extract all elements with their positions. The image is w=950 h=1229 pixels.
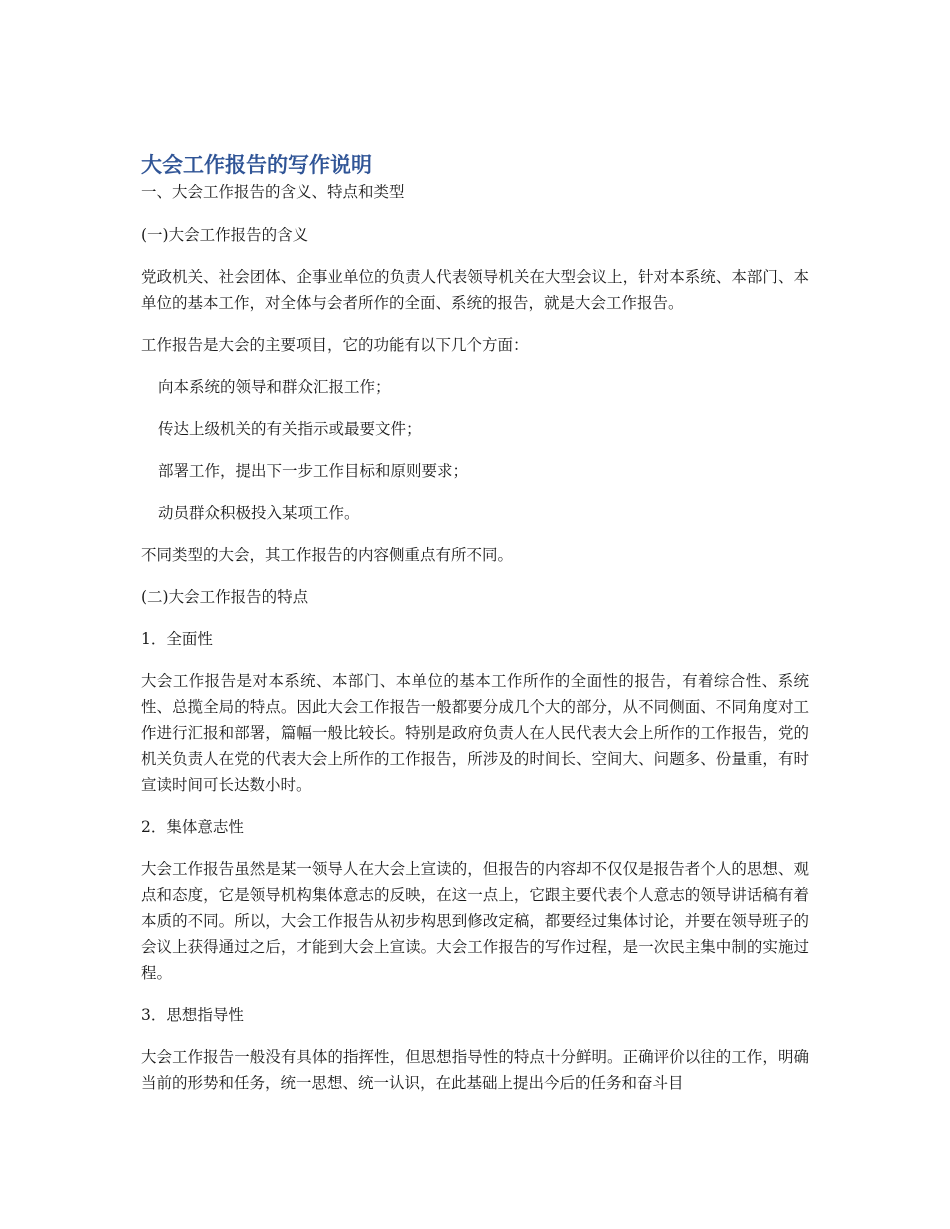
paragraph-functions-intro: 工作报告是大会的主要项目，它的功能有以下几个方面：: [141, 336, 529, 354]
section-heading-1: 一、大会工作报告的含义、特点和类型: [141, 183, 405, 201]
function-item: 部署工作，提出下一步工作目标和原则要求；: [158, 462, 469, 480]
document-page: [141, 150, 809, 1096]
point-title-collective: 2．集体意志性: [141, 818, 244, 836]
point-text-comprehensive: 大会工作报告是对本系统、本部门、本单位的基本工作所作的全面性的报告，有着综合性、系统性、总揽全局的特点。因此大会工作报告一般都要分成几个大的部分，从不同侧面、不同角度对工作进行汇报和部署，篇幅一般比较长。特别是政府负责人在人民代表大会上所作的工作报告，党的机关负责人在党的代表大会上所作的工作报告，所涉及的时间长、空间大、问题多、份量重，有时宣读时间可长达数小时。: [141, 672, 809, 794]
paragraph-types-note: 不同类型的大会，其工作报告的内容侧重点有所不同。: [141, 546, 514, 564]
point-text-collective: 大会工作报告虽然是某一领导人在大会上宣读的，但报告的内容却不仅仅是报告者个人的思想、观点和态度，它是领导机构集体意志的反映，在这一点上，它跟主要代表个人意志的领导讲话稿有着本质的不同。所以，大会工作报告从初步构思到修改定稿，都要经过集体讨论，并要在领导班子的会议上获得通过之后，才能到大会上宣读。大会工作报告的写作过程，是一次民主集中制的实施过程。: [141, 860, 809, 982]
point-title-guidance: 3．思想指导性: [141, 1006, 244, 1024]
function-item: 向本系统的领导和群众汇报工作；: [158, 378, 391, 396]
function-item: 传达上级机关的有关指示或最要文件；: [158, 420, 422, 438]
function-item: 动员群众积极投入某项工作。: [158, 504, 360, 522]
point-title-comprehensive: 1．全面性: [141, 630, 213, 648]
paragraph-definition: 党政机关、社会团体、企事业单位的负责人代表领导机关在大型会议上，针对本系统、本部门、本单位的基本工作，对全体与会者所作的全面、系统的报告，就是大会工作报告。: [141, 268, 809, 312]
document-title: 大会工作报告的写作说明: [141, 153, 372, 177]
subsection-heading-1: (一)大会工作报告的含义: [141, 226, 309, 244]
point-text-guidance: 大会工作报告一般没有具体的指挥性，但思想指导性的特点十分鲜明。正确评价以往的工作，明确当前的形势和任务，统一思想、统一认识，在此基础上提出今后的任务和奋斗目: [141, 1048, 809, 1092]
subsection-heading-2: (二)大会工作报告的特点: [141, 588, 309, 606]
